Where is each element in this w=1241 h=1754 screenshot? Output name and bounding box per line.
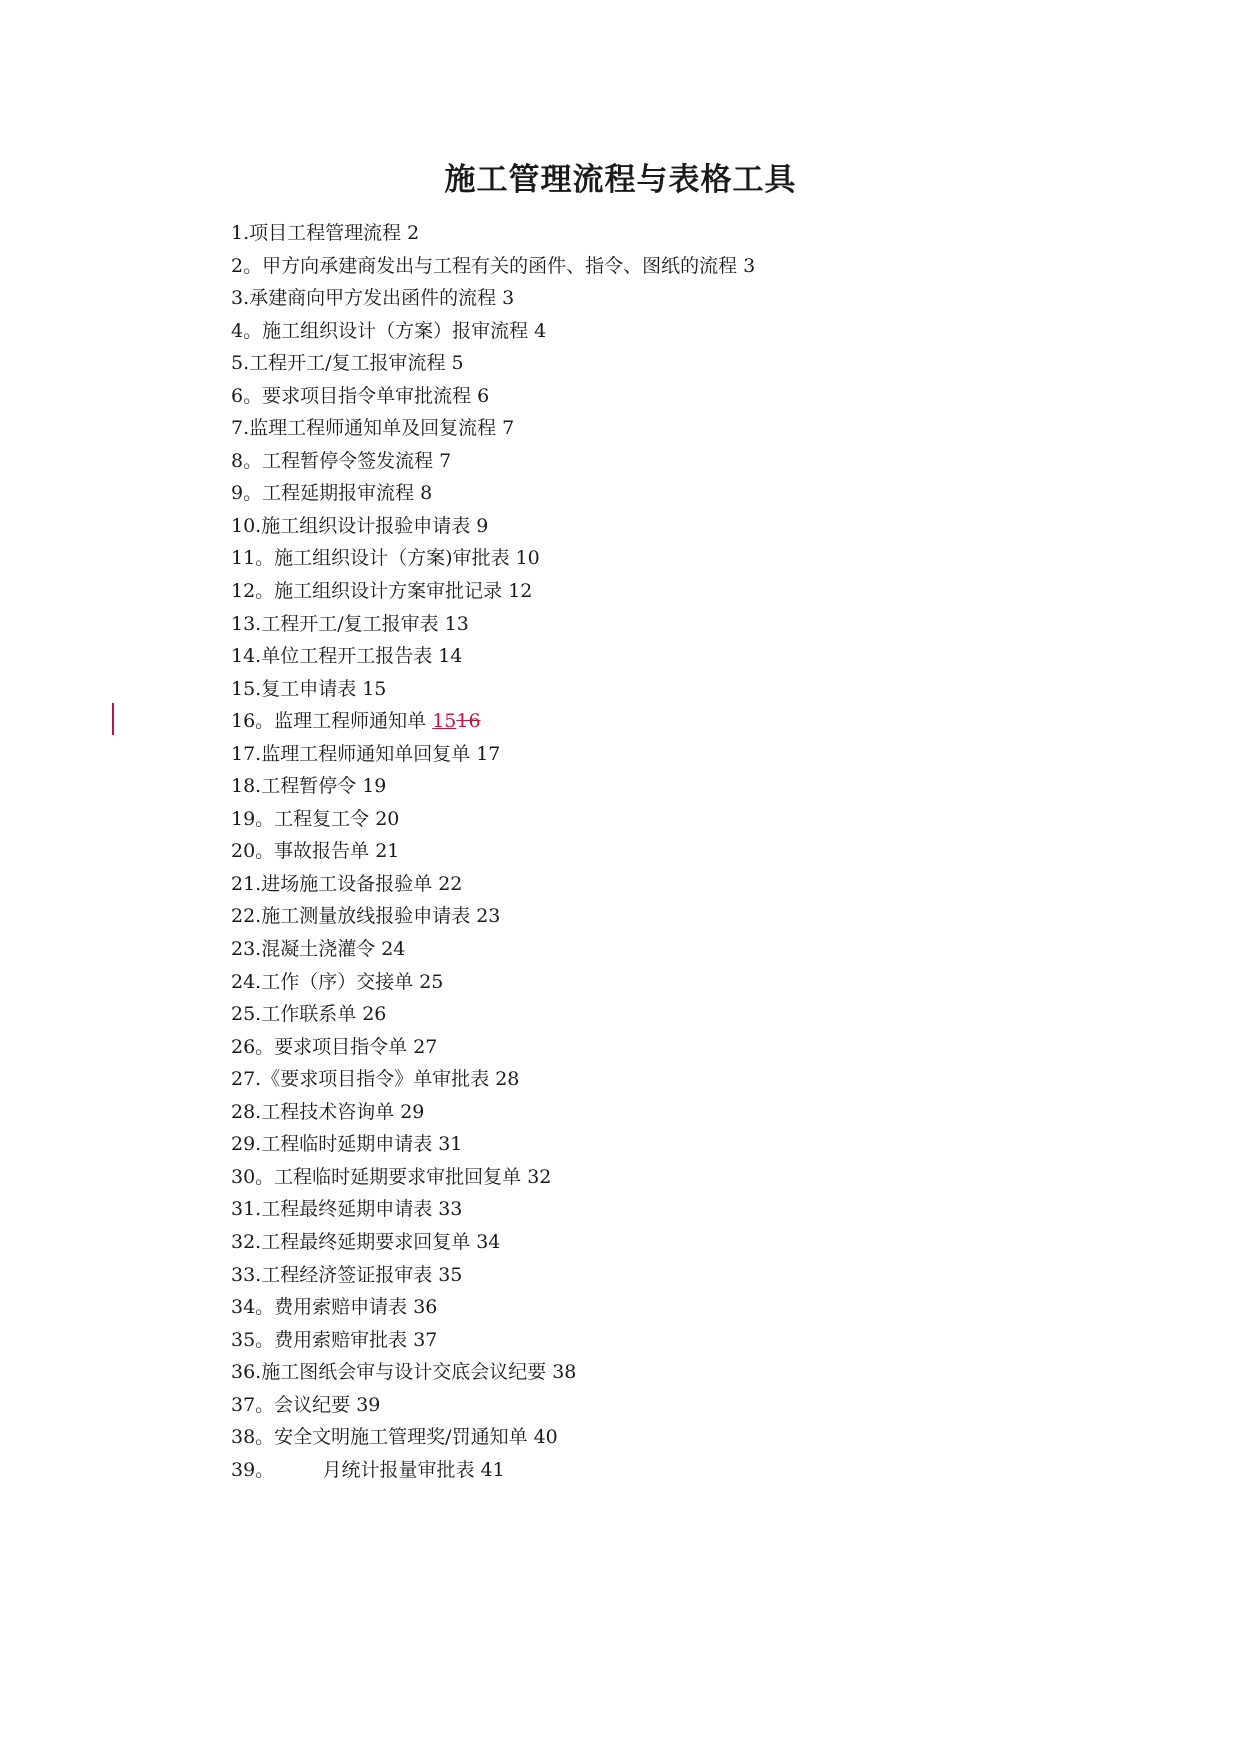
toc-item-page-number: 41 bbox=[480, 1458, 505, 1481]
toc-item-label: 39。 月统计报量审批表 bbox=[231, 1458, 475, 1481]
toc-item[interactable] bbox=[231, 640, 755, 673]
toc-item[interactable] bbox=[231, 445, 755, 478]
toc-item[interactable] bbox=[231, 1291, 755, 1324]
toc-item-page-number: 15 bbox=[362, 677, 387, 700]
toc-item[interactable] bbox=[231, 510, 755, 543]
toc-item[interactable] bbox=[231, 1193, 755, 1226]
toc-item[interactable] bbox=[231, 477, 755, 510]
toc-item[interactable] bbox=[231, 608, 755, 641]
toc-item-page-number: 4 bbox=[534, 319, 547, 342]
toc-item[interactable] bbox=[231, 412, 755, 445]
toc-item-label: 30。工程临时延期要求审批回复单 bbox=[231, 1165, 522, 1188]
toc-item[interactable] bbox=[231, 1128, 755, 1161]
toc-item[interactable] bbox=[231, 705, 755, 738]
toc-item-label: 25.工作联系单 bbox=[231, 1003, 357, 1026]
toc-item[interactable] bbox=[231, 803, 755, 836]
toc-item-page-number: 5 bbox=[451, 352, 464, 375]
toc-item-label: 24.工作（序）交接单 bbox=[231, 970, 414, 993]
toc-item[interactable] bbox=[231, 1454, 755, 1487]
toc-item-page-number: 24 bbox=[381, 938, 406, 961]
toc-item-label: 7.监理工程师通知单及回复流程 bbox=[231, 417, 497, 440]
toc-item-page-number: 17 bbox=[476, 742, 501, 765]
toc-item-page-number: 29 bbox=[400, 1100, 425, 1123]
toc-item[interactable] bbox=[231, 1063, 755, 1096]
toc-item-label: 36.施工图纸会审与设计交底会议纪要 bbox=[231, 1361, 547, 1384]
toc-item-label: 17.监理工程师通知单回复单 bbox=[231, 742, 471, 765]
toc-item-page-number: 6 bbox=[477, 384, 490, 407]
toc-item-label: 33.工程经济签证报审表 bbox=[231, 1263, 433, 1286]
toc-item[interactable] bbox=[231, 673, 755, 706]
toc-item[interactable] bbox=[231, 1096, 755, 1129]
toc-item-label: 3.承建商向甲方发出函件的流程 bbox=[231, 287, 497, 310]
toc-item-label: 19。工程复工令 bbox=[231, 807, 370, 830]
toc-item[interactable] bbox=[231, 250, 755, 283]
toc-item-page-number: 7 bbox=[439, 449, 452, 472]
toc-item-label: 26。要求项目指令单 bbox=[231, 1035, 408, 1058]
toc-item[interactable] bbox=[231, 1161, 755, 1194]
toc-item-label: 27.《要求项目指令》单审批表 bbox=[231, 1068, 490, 1091]
toc-item[interactable] bbox=[231, 542, 755, 575]
toc-item[interactable] bbox=[231, 868, 755, 901]
document-title: 施工管理流程与表格工具 bbox=[444, 162, 797, 198]
toc-item-page-number: 25 bbox=[419, 970, 444, 993]
toc-item-label: 1.项目工程管理流程 bbox=[231, 222, 402, 244]
toc-item-label: 31.工程最终延期申请表 bbox=[231, 1198, 433, 1221]
table-of-contents bbox=[231, 217, 755, 1486]
toc-item[interactable] bbox=[231, 575, 755, 608]
toc-item-page-number: 7 bbox=[502, 417, 515, 440]
toc-item-label: 22.施工测量放线报验申请表 bbox=[231, 905, 471, 928]
revision-change-bar bbox=[112, 703, 114, 735]
toc-item-label: 29.工程临时延期申请表 bbox=[231, 1133, 433, 1156]
toc-item-label: 15.复工申请表 bbox=[231, 677, 357, 700]
revision-inserted-text: 15 bbox=[432, 710, 457, 733]
toc-item-page-number: 31 bbox=[438, 1133, 463, 1156]
toc-item[interactable] bbox=[231, 738, 755, 771]
toc-item-page-number: 27 bbox=[413, 1035, 438, 1058]
toc-item-label: 18.工程暂停令 bbox=[231, 775, 357, 798]
toc-item-page-number: 9 bbox=[476, 514, 489, 537]
toc-item-page-number: 12 bbox=[508, 580, 533, 603]
toc-item-label: 34。费用索赔申请表 bbox=[231, 1296, 408, 1319]
toc-item[interactable] bbox=[231, 998, 755, 1031]
toc-item-page-number: 14 bbox=[438, 645, 463, 668]
toc-item-page-number: 28 bbox=[495, 1068, 520, 1091]
toc-item-label: 11。施工组织设计（方案)审批表 bbox=[231, 547, 510, 570]
toc-item[interactable] bbox=[231, 1031, 755, 1064]
toc-item-label: 38。安全文明施工管理奖/罚通知单 bbox=[231, 1426, 528, 1449]
toc-item-page-number: 34 bbox=[476, 1230, 501, 1253]
toc-item-page-number: 10 bbox=[515, 547, 540, 570]
toc-item[interactable] bbox=[231, 1389, 755, 1422]
toc-item[interactable] bbox=[231, 900, 755, 933]
toc-item-label: 4。施工组织设计（方案）报审流程 bbox=[231, 319, 529, 342]
toc-item-page-number: 8 bbox=[420, 482, 433, 505]
toc-item-page-number: 32 bbox=[527, 1165, 552, 1188]
toc-item-page-number: 37 bbox=[413, 1328, 438, 1351]
toc-item[interactable] bbox=[231, 933, 755, 966]
toc-item-label: 10.施工组织设计报验申请表 bbox=[231, 514, 471, 537]
toc-item[interactable] bbox=[231, 380, 755, 413]
toc-item-label: 28.工程技术咨询单 bbox=[231, 1100, 395, 1123]
toc-item-label: 16。监理工程师通知单 bbox=[231, 710, 427, 733]
toc-item[interactable] bbox=[231, 315, 755, 348]
toc-item-page-number: 40 bbox=[533, 1426, 558, 1449]
toc-item-label: 20。事故报告单 bbox=[231, 840, 370, 863]
toc-item[interactable] bbox=[231, 966, 755, 999]
toc-item-label: 14.单位工程开工报告表 bbox=[231, 645, 433, 668]
toc-item-page-number: 39 bbox=[356, 1393, 381, 1416]
toc-item-label: 35。费用索赔审批表 bbox=[231, 1328, 408, 1351]
toc-item[interactable] bbox=[231, 1226, 755, 1259]
toc-item[interactable] bbox=[231, 347, 755, 380]
toc-item-label: 8。工程暂停令签发流程 bbox=[231, 449, 434, 472]
toc-item-page-number: 2 bbox=[407, 222, 420, 244]
toc-item[interactable] bbox=[231, 770, 755, 803]
toc-item-label: 32.工程最终延期要求回复单 bbox=[231, 1230, 471, 1253]
toc-item-label: 23.混凝土浇灌令 bbox=[231, 938, 376, 961]
toc-item-label: 13.工程开工/复工报审表 bbox=[231, 612, 439, 635]
toc-item-page-number: 22 bbox=[438, 872, 463, 895]
toc-item-page-number bbox=[432, 710, 480, 732]
toc-item[interactable] bbox=[231, 1356, 755, 1389]
toc-item[interactable] bbox=[231, 1259, 755, 1292]
toc-item[interactable] bbox=[231, 217, 755, 250]
toc-item-page-number: 35 bbox=[438, 1263, 463, 1286]
revision-deleted-text: 16 bbox=[456, 710, 481, 733]
toc-item-page-number: 26 bbox=[362, 1003, 387, 1026]
toc-item-label: 21.进场施工设备报验单 bbox=[231, 872, 433, 895]
toc-item-page-number: 23 bbox=[476, 905, 501, 928]
toc-item-page-number: 38 bbox=[552, 1361, 577, 1384]
toc-item[interactable] bbox=[231, 835, 755, 868]
toc-item-label: 12。施工组织设计方案审批记录 bbox=[231, 580, 503, 603]
toc-item-label: 37。会议纪要 bbox=[231, 1393, 351, 1416]
toc-item-page-number: 33 bbox=[438, 1198, 463, 1221]
toc-item-page-number: 13 bbox=[444, 612, 469, 635]
toc-item[interactable] bbox=[231, 1324, 755, 1357]
toc-item-page-number: 3 bbox=[743, 254, 756, 277]
toc-item[interactable] bbox=[231, 1421, 755, 1454]
toc-item-label: 2。甲方向承建商发出与工程有关的函件、指令、图纸的流程 bbox=[231, 254, 738, 277]
toc-item-page-number: 3 bbox=[502, 287, 515, 310]
toc-item[interactable] bbox=[231, 282, 755, 315]
toc-item-label: 5.工程开工/复工报审流程 bbox=[231, 352, 446, 375]
toc-item-page-number: 21 bbox=[375, 840, 400, 863]
toc-item-page-number: 20 bbox=[375, 807, 400, 830]
toc-item-label: 9。工程延期报审流程 bbox=[231, 482, 415, 505]
toc-item-label: 6。要求项目指令单审批流程 bbox=[231, 384, 472, 407]
toc-item-page-number: 36 bbox=[413, 1296, 438, 1319]
toc-item-page-number: 19 bbox=[362, 775, 387, 798]
